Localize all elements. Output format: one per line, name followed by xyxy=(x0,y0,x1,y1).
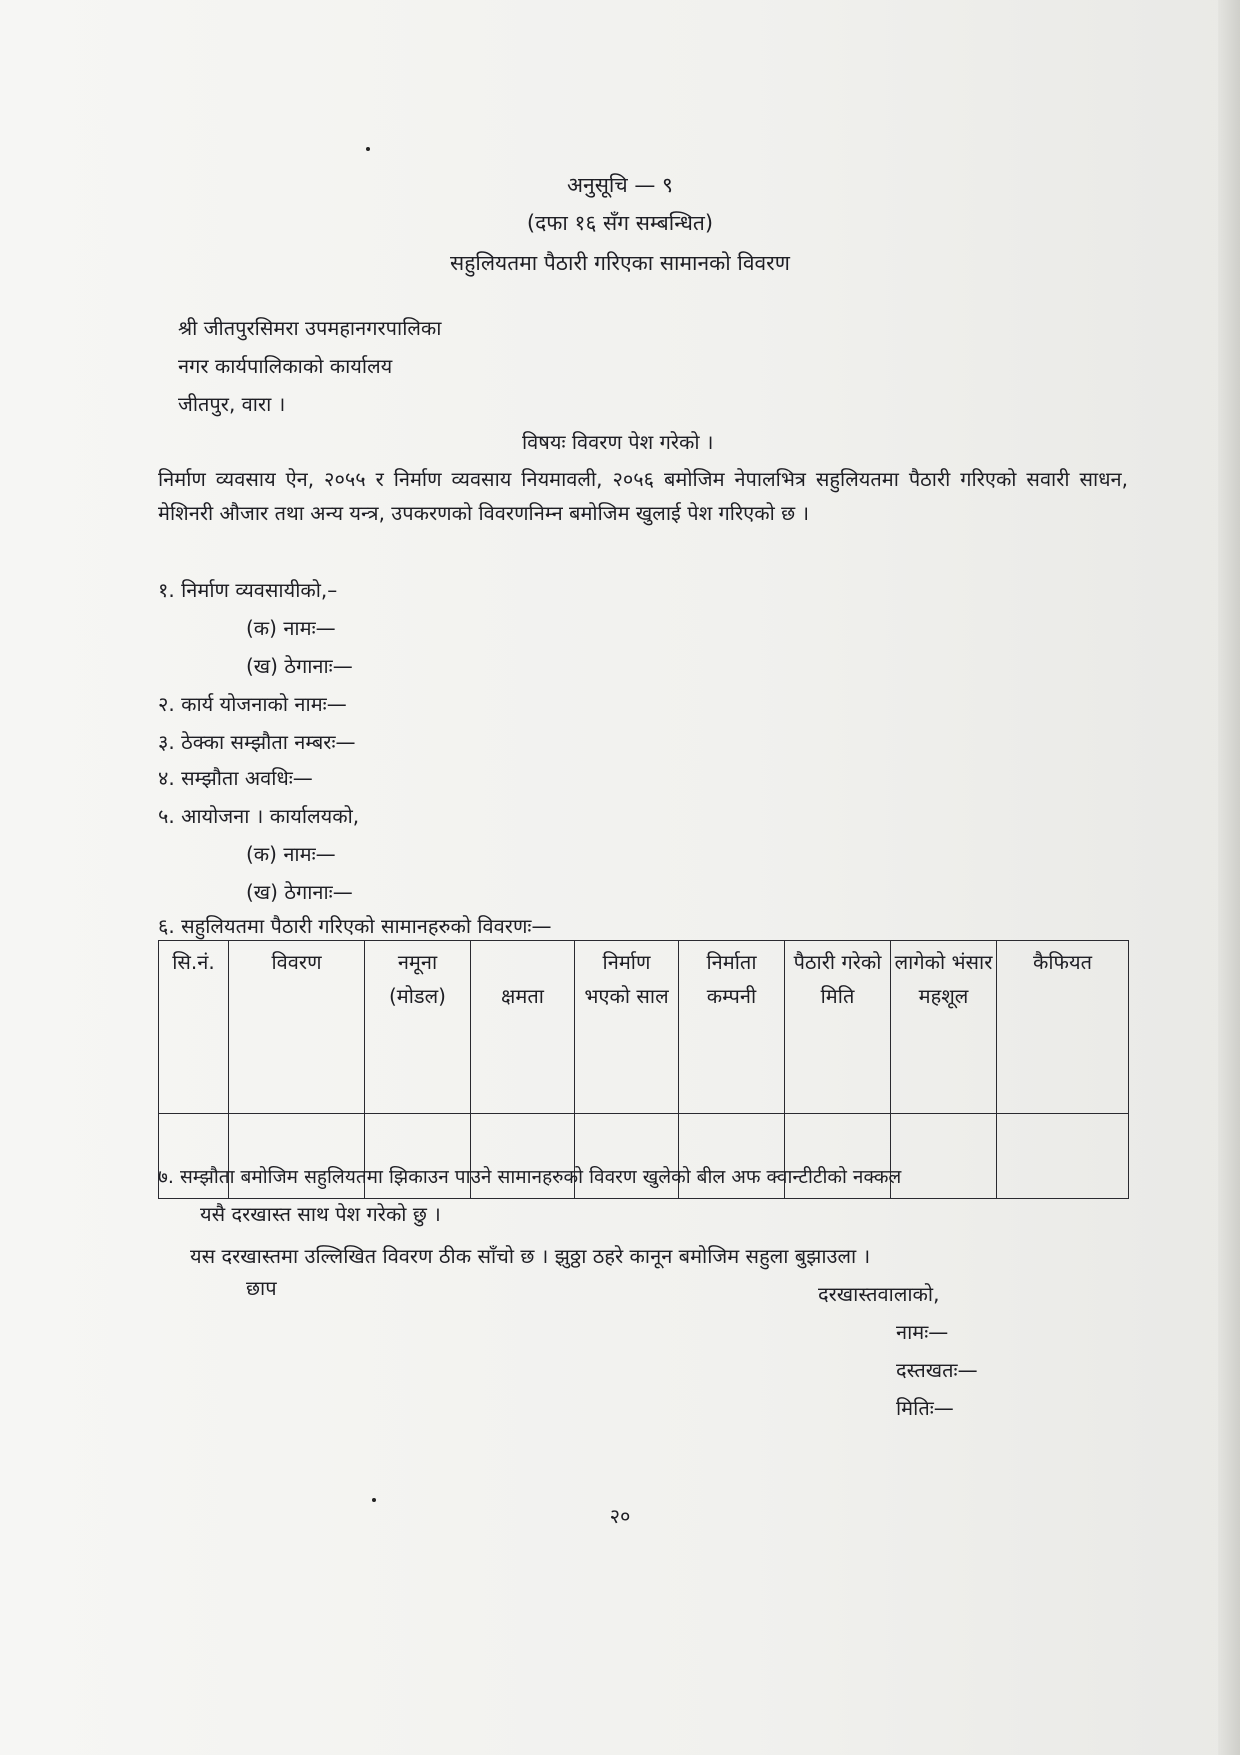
table-cell xyxy=(891,1114,997,1199)
column-customs-duty: लागेको भंसार महशूल xyxy=(891,941,997,1114)
column-remarks: कैफियत xyxy=(997,941,1129,1114)
item-6-goods-details: ६. सहुलियतमा पैठारी गरिएको सामानहरुको विवरणः— xyxy=(158,914,552,938)
address-line-2: नगर कार्यपालिकाको कार्यालय xyxy=(178,354,393,378)
table-cell xyxy=(997,1114,1129,1199)
document-title: सहुलियतमा पैठारी गरिएका सामानको विवरण xyxy=(450,251,790,275)
applicant-name: नामः— xyxy=(896,1320,949,1344)
item-3-contract-number: ३. ठेक्का सम्झौता नम्बरः— xyxy=(158,730,356,754)
speck xyxy=(372,1498,376,1502)
column-serial-number: सि.नं. xyxy=(159,941,229,1114)
subject-line: विषयः विवरण पेश गरेको । xyxy=(522,430,714,454)
column-description: विवरण xyxy=(229,941,365,1114)
speck xyxy=(366,147,370,151)
applicant-label: दरखास्तवालाको, xyxy=(818,1282,940,1306)
stamp-label: छाप xyxy=(246,1276,277,1300)
address-line-1: श्री जीतपुरसिमरा उपमहानगरपालिका xyxy=(178,316,442,340)
table-header-row xyxy=(159,941,1129,1114)
item-7-bill-of-quantity-line-2: यसै दरखास्त साथ पेश गरेको छु । xyxy=(200,1202,441,1226)
item-5-project-office: ५. आयोजना । कार्यालयको, xyxy=(158,804,360,828)
item-5-name: (क) नामः— xyxy=(246,842,336,866)
item-1-address: (ख) ठेगानाः— xyxy=(246,654,353,678)
column-capacity: क्षमता xyxy=(471,941,575,1114)
address-line-3: जीतपुर, वारा । xyxy=(178,392,286,416)
item-5-address: (ख) ठेगानाः— xyxy=(246,880,353,904)
item-1-name: (क) नामः— xyxy=(246,616,336,640)
column-manufacturer: निर्माता कम्पनी xyxy=(679,941,785,1114)
item-4-agreement-period: ४. सम्झौता अवधिः— xyxy=(158,766,313,790)
item-7-bill-of-quantity-line-1: ७. सम्झौता बमोजिम सहुलियतमा झिकाउन पाउने सामानहरुको विवरण खुलेको बील अफ क्वान्टीटीको नक्कल xyxy=(158,1166,902,1188)
section-reference: (दफा १६ सँग सम्बन्धित) xyxy=(526,211,714,235)
item-1-contractor: १. निर्माण व्यवसायीको,– xyxy=(158,578,338,602)
item-2-project-name: २. कार्य योजनाको नामः— xyxy=(158,692,347,716)
applicant-signature: दस्तखतः— xyxy=(896,1358,978,1382)
page-number: २० xyxy=(609,1504,631,1528)
column-model: नमूना (मोडल) xyxy=(365,941,471,1114)
declaration-text: यस दरखास्तमा उल्लिखित विवरण ठीक साँचो छ । झुठ्ठा ठहरे कानून बमोजिम सहुला बुझाउला । xyxy=(190,1244,871,1268)
column-manufacture-year: निर्माण भएको साल xyxy=(575,941,679,1114)
applicant-date: मितिः— xyxy=(896,1396,954,1420)
column-import-date: पैठारी गरेको मिति xyxy=(785,941,891,1114)
intro-paragraph: निर्माण व्यवसाय ऐन, २०५५ र निर्माण व्यवसाय नियमावली, २०५६ बमोजिम नेपालभित्र सहुलियतमा पैठारी गरिएको सवारी साधन, मेशिनरी औजार तथा अन्य यन्त्र, उपकरणको विवरणनिम्न बमोजिम खुलाई पेश गरिएको छ । xyxy=(158,467,1128,525)
imported-goods-table xyxy=(158,940,1129,1199)
schedule-heading: अनुसूचि — ९ xyxy=(567,173,673,197)
